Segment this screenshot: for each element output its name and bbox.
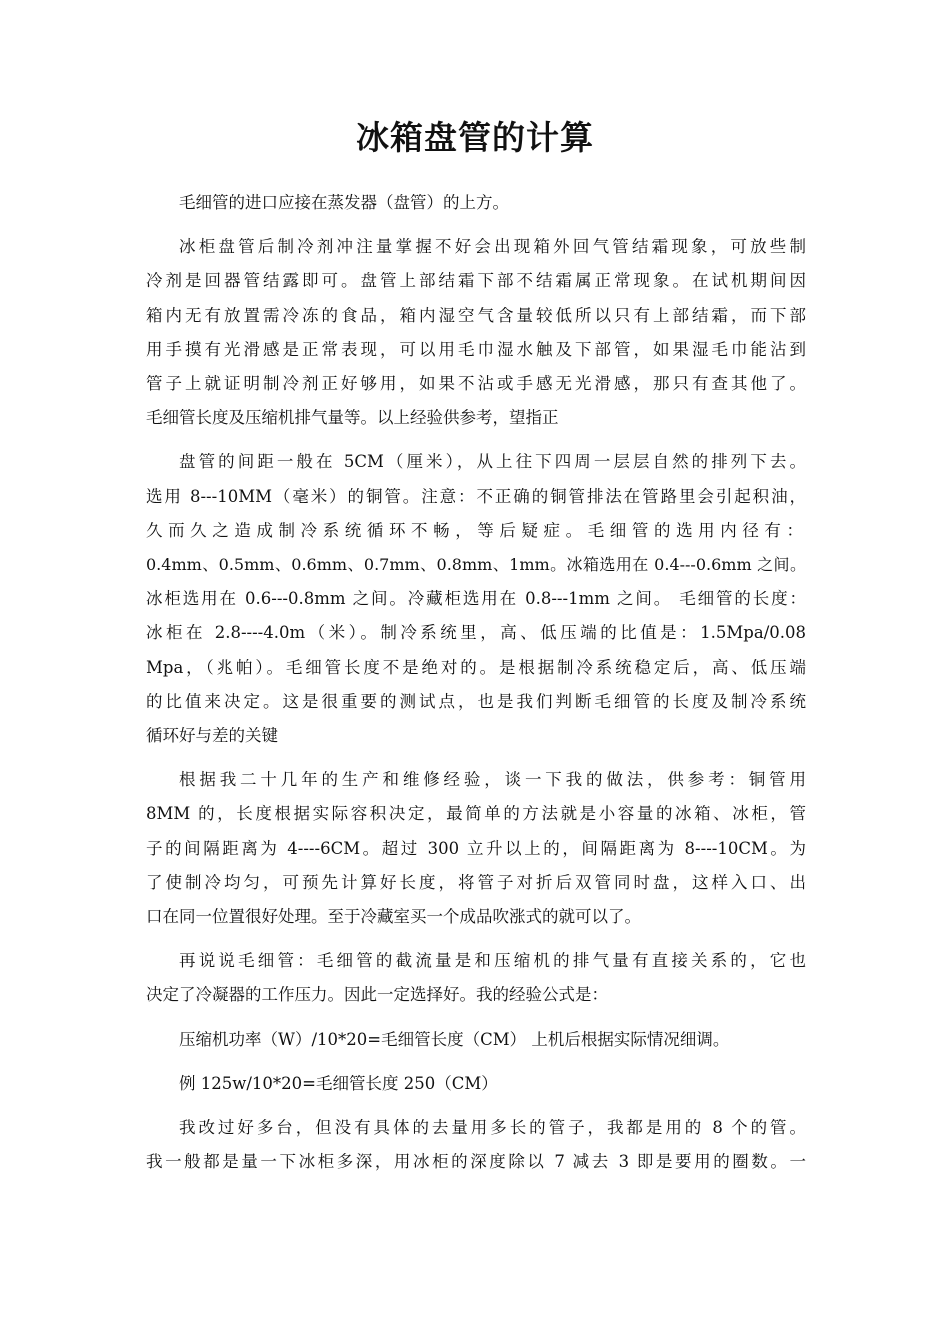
- text-line: 冰柜选用在 0.6---0.8mm 之间。冷藏柜选用在 0.8---1mm 之间。 毛细管的长度：: [146, 589, 806, 609]
- text-line: 冰柜盘管后制冷剂冲注量掌握不好会出现箱外回气管结霜现象，可放些制: [179, 237, 806, 257]
- text-line: 冷剂是回器管结露即可。盘管上部结霜下部不结霜属正常现象。在试机期间因: [146, 271, 806, 291]
- text-line: Mpa，（兆帕）。毛细管长度不是绝对的。是根据制冷系统稳定后，高、低压端: [146, 657, 806, 677]
- text-line: 毛细管的进口应接在蒸发器（盘管）的上方。: [179, 193, 509, 212]
- text-line: 冰柜在 2.8----4.0m（米）。制冷系统里，高、低压端的比值是：1.5Mpa/0.08: [146, 623, 806, 643]
- text-line: 压缩机功率（W）/10*20=毛细管长度（CM） 上机后根据实际情况细调。: [179, 1029, 730, 1049]
- paragraph-2: [146, 230, 806, 435]
- paragraph-6: [146, 1111, 806, 1179]
- text-line: 再说说毛细管：毛细管的截流量是和压缩机的排气量有直接关系的，它也: [179, 951, 806, 971]
- text-line: 毛细管长度及压缩机排气量等。以上经验供参考，望指正: [146, 408, 559, 428]
- text-line: 8MM 的，长度根据实际容积决定，最简单的方法就是小容量的冰箱、冰柜，管: [146, 804, 806, 824]
- text-line: 管子上就证明制冷剂正好够用，如果不沾或手感无光滑感，那只有查其他了。: [146, 374, 806, 394]
- paragraph-3: [146, 445, 806, 753]
- paragraph-1: [146, 186, 806, 220]
- text-line: 循环好与差的关键: [146, 726, 278, 746]
- text-line: 我改过好多台，但没有具体的去量用多长的管子，我都是用的 8 个的管。: [179, 1118, 806, 1138]
- example-paragraph: [146, 1067, 806, 1101]
- text-line: 根据我二十几年的生产和维修经验，谈一下我的做法，供参考：铜管用: [179, 770, 806, 790]
- text-line: 用手摸有光滑感是正常表现，可以用毛巾湿水触及下部管，如果湿毛巾能沾到: [146, 339, 806, 359]
- text-line: 的比值来决定。这是很重要的测试点，也是我们判断毛细管的长度及制冷系统: [146, 691, 806, 711]
- text-line: 0.4mm、0.5mm、0.6mm、0.7mm、0.8mm、1mm。冰箱选用在 0.4---0.6mm 之间。: [146, 555, 806, 575]
- paragraph-4: [146, 763, 806, 934]
- document-body: [146, 186, 806, 1189]
- text-line: 口在同一位置很好处理。至于冷藏室买一个成品吹涨式的就可以了。: [146, 907, 641, 927]
- text-line: 箱内无有放置需冷冻的食品，箱内湿空气含量较低所以只有上部结霜，而下部: [146, 305, 806, 325]
- text-line: 盘管的间距一般在 5CM（厘米），从上往下四周一层层自然的排列下去。: [179, 452, 806, 472]
- formula-paragraph: [146, 1023, 806, 1057]
- text-line: 决定了冷凝器的工作压力。因此一定选择好。我的经验公式是：: [146, 985, 608, 1005]
- text-line: 子的间隔距离为 4----6CM。超过 300 立升以上的，间隔距离为 8----10CM。为: [146, 838, 806, 858]
- text-line: 选用 8---10MM（毫米）的铜管。注意：不正确的铜管排法在管路里会引起积油，: [146, 486, 806, 506]
- text-line: 久而久之造成制冷系统循环不畅，等后疑症。毛细管的选用内径有：: [146, 520, 806, 540]
- text-line: 了使制冷均匀，可预先计算好长度，将管子对折后双管同时盘，这样入口、出: [146, 872, 806, 892]
- paragraph-5: [146, 944, 806, 1012]
- page-title: 冰箱盘管的计算: [356, 118, 594, 157]
- text-line: 我一般都是量一下冰柜多深，用冰柜的深度除以 7 减去 3 即是要用的圈数。一: [146, 1152, 806, 1172]
- text-line: 例 125w/10*20=毛细管长度 250（CM）: [179, 1073, 498, 1093]
